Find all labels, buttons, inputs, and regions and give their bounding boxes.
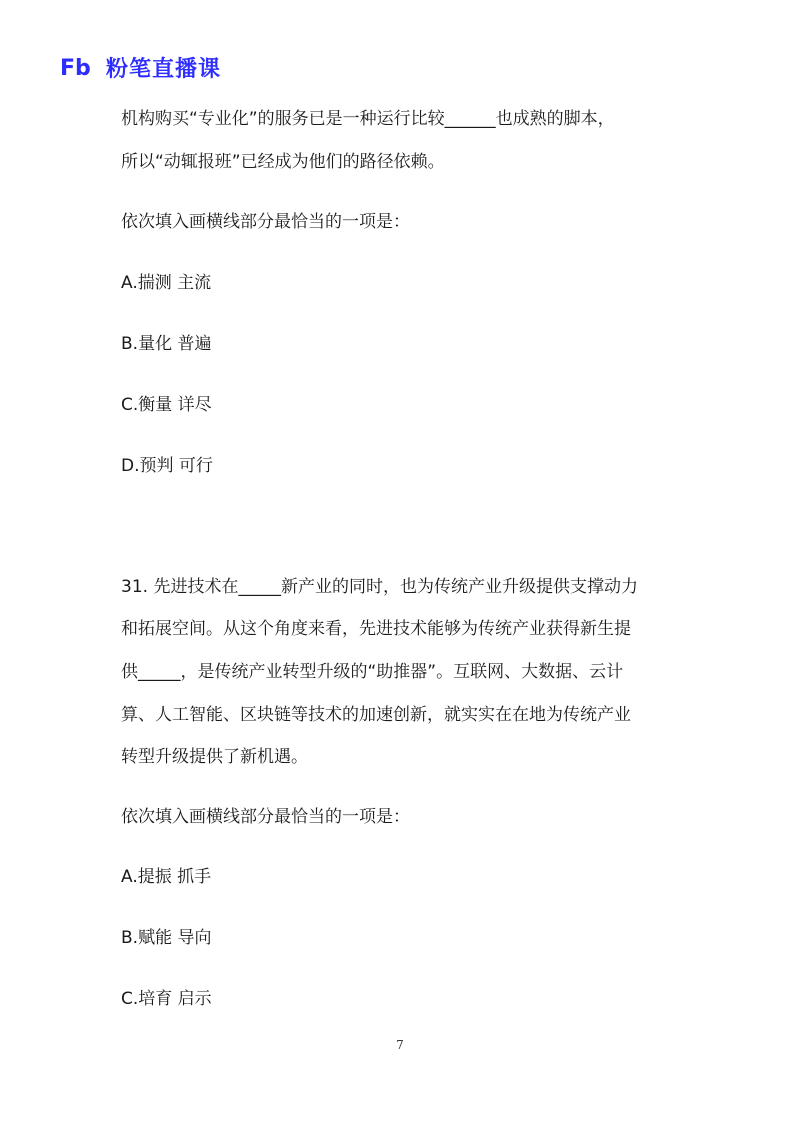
brand-logo <box>60 52 221 82</box>
q31-text-line-3: 供_____，是传统产业转型升级的“助推器”。互联网、大数据、云计 <box>121 662 624 682</box>
q30-option-c: C.衡量 详尽 <box>121 395 212 415</box>
page-number: 7 <box>396 1038 404 1052</box>
q31-option-b: B.赋能 导向 <box>121 928 212 948</box>
q31-text-line-4: 算、人工智能、区块链等技术的加速创新，就实实在在地为传统产业 <box>121 705 631 725</box>
q31-option-a: A.提振 抓手 <box>121 867 212 887</box>
q30-text-line-2: 所以“动辄报班”已经成为他们的路径依赖。 <box>121 152 445 172</box>
q31-text-line-1: 31. 先进技术在_____新产业的同时，也为传统产业升级提供支撑动力 <box>121 577 638 597</box>
q30-option-b: B.量化 普遍 <box>121 334 212 354</box>
fenbi-logo-icon <box>60 54 100 80</box>
svg-text:Fb: Fb <box>60 56 91 80</box>
q31-option-c: C.培育 启示 <box>121 989 212 1009</box>
q30-text-line-1: 机构购买“专业化”的服务已是一种运行比较______也成熟的脚本， <box>121 109 615 129</box>
q30-option-a: A.揣测 主流 <box>121 273 212 293</box>
brand-name: 粉笔直播课 <box>106 56 222 82</box>
q31-prompt: 依次填入画横线部分最恰当的一项是： <box>121 807 410 827</box>
q30-prompt: 依次填入画横线部分最恰当的一项是： <box>121 212 410 232</box>
q31-text-line-2: 和拓展空间。从这个角度来看，先进技术能够为传统产业获得新生提 <box>121 619 631 639</box>
q30-option-d: D.预判 可行 <box>121 456 213 476</box>
q31-text-line-5: 转型升级提供了新机遇。 <box>121 747 308 767</box>
